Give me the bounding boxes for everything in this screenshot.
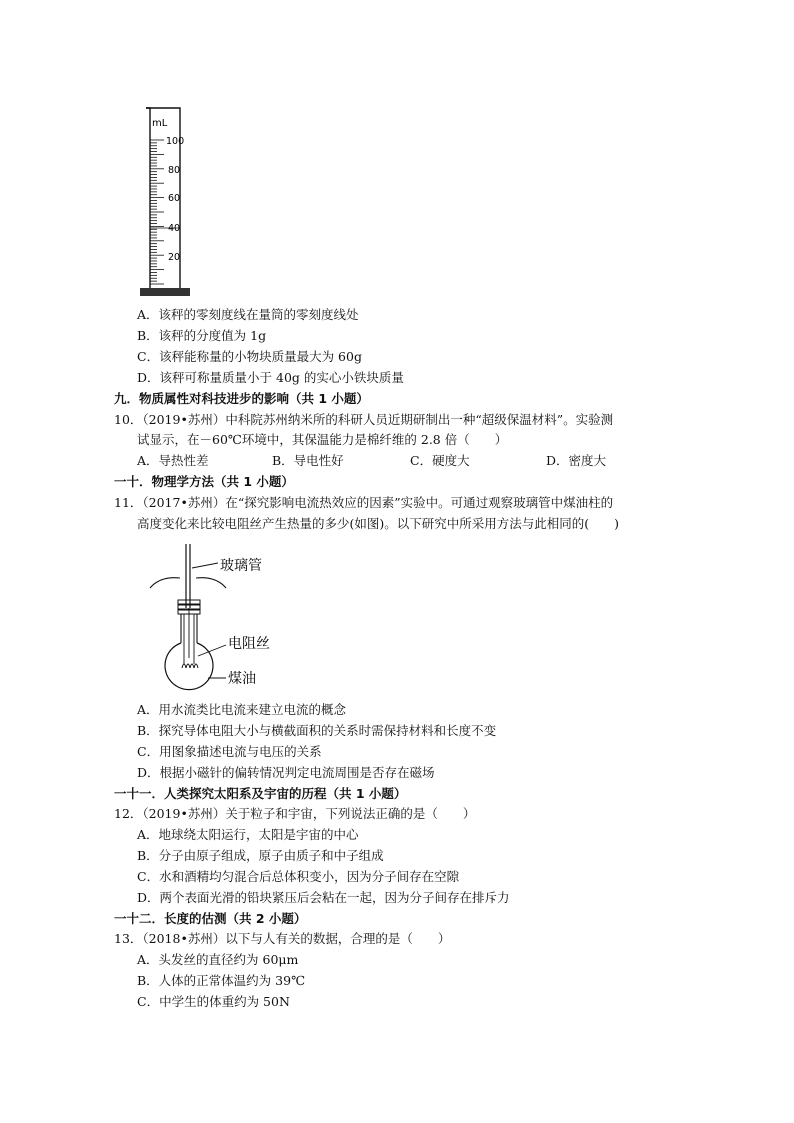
q10-option-d: D．密度大 xyxy=(546,453,607,468)
q12-option-a: A．地球绕太阳运行，太阳是宇宙的中心 xyxy=(137,827,359,842)
q13-option-a: A．头发丝的直径约为 60μm xyxy=(137,952,299,967)
section-heading-11: 一十一．人类探究太阳系及宇宙的历程（共 1 小题） xyxy=(114,786,407,801)
q12-option-c: C．水和酒精均匀混合后总体积变小，因为分子间存在空隙 xyxy=(137,869,460,884)
label-glass-tube: 玻璃管 xyxy=(220,558,262,574)
label-kerosene: 煤油 xyxy=(228,671,256,687)
q12-option-b: B．分子由原子组成，原子由质子和中子组成 xyxy=(137,848,384,863)
q11-stem-line2: 高度变化来比较电阻丝产生热量的多少(如图)。以下研究中所采用方法与此相同的( ) xyxy=(137,516,620,531)
q10-stem-line1: 10．（2019•苏州）中科院苏州纳米所的科研人员近期研制出一种“超级保温材料”。实验测 xyxy=(114,412,614,427)
q9-option-a: A．该秤的零刻度线在量筒的零刻度线处 xyxy=(137,307,359,322)
q13-stem: 13．（2018•苏州）以下与人有关的数据，合理的是（ ） xyxy=(114,931,451,946)
q10-option-a: A．导热性差 xyxy=(137,453,209,468)
measuring-cylinder-figure xyxy=(140,100,220,300)
cylinder-tick-label: 20 xyxy=(168,252,181,263)
flask-figure xyxy=(140,538,300,698)
section-heading-12: 一十二．长度的估测（共 2 小题） xyxy=(114,911,307,926)
cylinder-tick-label: 40 xyxy=(168,223,181,234)
section-heading-9: 九．物质属性对科技进步的影响（共 1 小题） xyxy=(114,391,369,406)
cylinder-tick-label: 100 xyxy=(166,136,185,147)
q11-option-c: C．用图象描述电流与电压的关系 xyxy=(137,744,322,759)
q10-option-c: C．硬度大 xyxy=(410,453,470,468)
label-resistance-wire: 电阻丝 xyxy=(228,636,270,652)
cylinder-unit: mL xyxy=(152,118,168,129)
q9-option-b: B．该秤的分度值为 1g xyxy=(137,328,267,343)
q9-option-c: C．该秤能称量的小物块质量最大为 60g xyxy=(137,349,362,364)
q10-stem-line2: 试显示，在－60℃环境中，其保温能力是棉纤维的 2.8 倍（ ） xyxy=(137,432,508,447)
q12-stem: 12．（2019•苏州）关于粒子和宇宙，下列说法正确的是（ ） xyxy=(114,806,476,821)
q9-option-d: D．该秤可称量质量小于 40g 的实心小铁块质量 xyxy=(137,370,404,385)
q12-option-d: D．两个表面光滑的铅块紧压后会粘在一起，因为分子间存在排斥力 xyxy=(137,890,510,905)
q11-option-a: A．用水流类比电流来建立电流的概念 xyxy=(137,702,347,717)
q13-option-b: B．人体的正常体温约为 39℃ xyxy=(137,973,306,988)
cylinder-tick-label: 80 xyxy=(168,165,181,176)
q10-option-b: B．导电性好 xyxy=(272,453,344,468)
section-heading-10: 一十．物理学方法（共 1 小题） xyxy=(114,474,294,489)
q11-option-b: B．探究导体电阻大小与横截面积的关系时需保持材料和长度不变 xyxy=(137,723,497,738)
q11-option-d: D．根据小磁针的偏转情况判定电流周围是否存在磁场 xyxy=(137,765,435,780)
q13-option-c: C．中学生的体重约为 50N xyxy=(137,994,290,1009)
q11-stem-line1: 11．（2017•苏州）在“探究影响电流热效应的因素”实验中。可通过观察玻璃管中煤油柱的 xyxy=(114,495,614,510)
cylinder-tick-label: 60 xyxy=(168,193,181,204)
